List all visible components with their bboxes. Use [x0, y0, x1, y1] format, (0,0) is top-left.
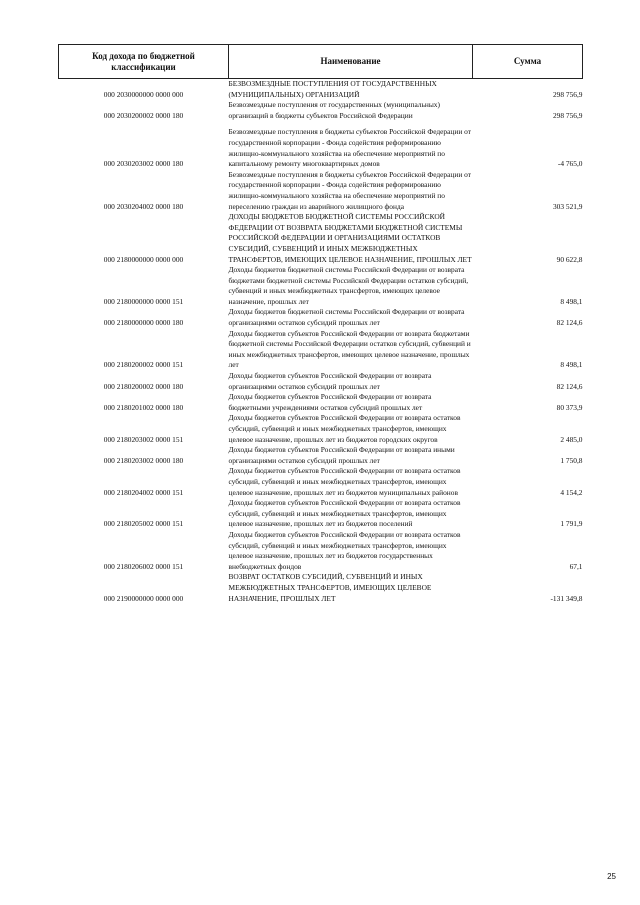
row-code: 000 2030200002 0000 180 — [103, 110, 184, 120]
page-number: 25 — [607, 872, 616, 881]
row-sum: 8 498,1 — [560, 360, 583, 370]
table-row — [59, 530, 583, 572]
row-sum: 90 622,8 — [556, 254, 583, 264]
header-sum: Сумма — [473, 45, 583, 79]
row-code: 000 2180201002 0000 180 — [103, 402, 184, 412]
table-row — [59, 265, 583, 307]
row-name: Доходы бюджетов бюджетной системы Российской Федерации от возврата организациями остатков субсидий прошлых лет — [228, 307, 465, 328]
table-header-row — [59, 45, 583, 79]
table-row — [59, 572, 583, 604]
table-row — [59, 79, 583, 101]
revenue-table — [58, 44, 583, 604]
row-code: 000 2180200002 0000 151 — [103, 360, 184, 370]
table-row — [59, 413, 583, 445]
row-sum: 82 124,6 — [556, 381, 583, 391]
table-row — [59, 127, 583, 169]
row-name: Безвозмездные поступления в бюджеты субъектов Российской Федерации от государственной корпорации - Фонда содействия реформированию жилищно-коммунального хозяйства на обеспечение мероприятий по переселению граждан из аварийного жилищного фонда — [228, 169, 471, 211]
row-name: Доходы бюджетов субъектов Российской Федерации от возврата бюджетами бюджетной системы Российской Федерации остатков субсидий, субвенций и иных межбюджетных трансфертов, имеющих целевое назначение, прошлых лет — [228, 328, 471, 370]
row-sum: 2 485,0 — [560, 434, 583, 444]
row-sum: 4 154,2 — [560, 487, 583, 497]
row-name: Безвозмездные поступления в бюджеты субъектов Российской Федерации от государственной корпорации - Фонда содействия реформированию жилищно-коммунального хозяйства на обеспечение мероприятий по капитальному ремонту многоквартирных домов — [228, 127, 471, 169]
header-name: Наименование — [229, 45, 473, 79]
row-sum: 8 498,1 — [560, 296, 583, 306]
row-name: Доходы бюджетов субъектов Российской Федерации от возврата организациями остатков субсидий прошлых лет — [228, 371, 432, 391]
row-name: Доходы бюджетов субъектов Российской Федерации от возврата остатков субсидий, субвенций и иных межбюджетных трансфертов, имеющих целевое назначение, прошлых лет из бюджетов городских округов — [228, 413, 461, 444]
row-code: 000 2180200002 0000 180 — [103, 381, 184, 391]
row-name: Доходы бюджетов субъектов Российской Федерации от возврата бюджетными учреждениями остатков субсидий прошлых лет — [228, 392, 432, 412]
table-row — [59, 445, 583, 466]
row-code: 000 2180000000 0000 180 — [103, 318, 184, 328]
table-row — [59, 212, 583, 265]
header-code: Код дохода по бюджетной классификации — [59, 45, 229, 79]
table-row — [59, 100, 583, 121]
row-sum: 80 373,9 — [556, 402, 583, 412]
row-code: 000 2180204002 0000 151 — [103, 487, 184, 497]
row-name: Доходы бюджетов субъектов Российской Федерации от возврата остатков субсидий, субвенций и иных межбюджетных трансфертов, имеющих целевое назначение, прошлых лет из бюджетов поселений — [228, 498, 461, 529]
table-row — [59, 170, 583, 212]
row-code: 000 2180205002 0000 151 — [103, 519, 184, 529]
table-row — [59, 466, 583, 498]
table-row — [59, 392, 583, 413]
row-sum: -131 349,8 — [550, 593, 583, 603]
table-row — [59, 371, 583, 392]
row-code: 000 2190000000 0000 000 — [103, 593, 184, 603]
row-code: 000 2030204002 0000 180 — [103, 201, 184, 211]
row-code: 000 2180206002 0000 151 — [103, 561, 184, 571]
row-name: Доходы бюджетов субъектов Российской Федерации от возврата иными организациями остатков субсидий прошлых лет — [228, 445, 455, 465]
table-row — [59, 307, 583, 328]
row-sum: 82 124,6 — [556, 318, 583, 328]
row-sum: 298 756,9 — [552, 110, 583, 120]
row-code: 000 2180000000 0000 000 — [103, 254, 184, 264]
row-code: 000 2030203002 0000 180 — [103, 159, 184, 169]
row-name: Безвозмездные поступления от государственных (муниципальных) организаций в бюджеты субъектов Российской Федерации — [228, 100, 440, 120]
table-row — [59, 329, 583, 371]
row-sum: 1 791,9 — [560, 519, 583, 529]
row-sum: 298 756,9 — [552, 89, 583, 99]
row-name: БЕЗВОЗМЕЗДНЫЕ ПОСТУПЛЕНИЯ ОТ ГОСУДАРСТВЕННЫХ (МУНИЦИПАЛЬНЫХ) ОРГАНИЗАЦИЙ — [228, 79, 437, 99]
row-code: 000 2180000000 0000 151 — [103, 296, 184, 306]
row-sum: 303 521,9 — [552, 201, 583, 211]
row-name: Доходы бюджетов субъектов Российской Федерации от возврата остатков субсидий, субвенций и иных межбюджетных трансфертов, имеющих целевое назначение, прошлых лет из бюджетов муниципальных районов — [228, 466, 461, 497]
row-sum: -4 765,0 — [557, 159, 583, 169]
row-name: ДОХОДЫ БЮДЖЕТОВ БЮДЖЕТНОЙ СИСТЕМЫ РОССИЙСКОЙ ФЕДЕРАЦИИ ОТ ВОЗВРАТА БЮДЖЕТАМИ БЮДЖЕТНОЙ СИСТЕМЫ РОССИЙСКОЙ ФЕДЕРАЦИИ И ОРГАНИЗАЦИЯМИ ОСТАТКОВ СУБСИДИЙ, СУБВЕНЦИЙ И ИНЫХ МЕЖБЮДЖЕТНЫХ ТРАНСФЕРТОВ, ИМЕЮЩИХ ЦЕЛЕВОЕ НАЗНАЧЕНИЕ, ПРОШЛЫХ ЛЕТ — [228, 212, 472, 264]
row-name: Доходы бюджетов субъектов Российской Федерации от возврата остатков субсидий, субвенций и иных межбюджетных трансфертов, имеющих целевое назначение, прошлых лет из бюджетов государственных внебюджетных фондов — [228, 529, 461, 571]
row-sum: 67,1 — [569, 561, 583, 571]
row-code: 000 2180203002 0000 180 — [103, 455, 184, 465]
row-code: 000 2030000000 0000 000 — [103, 89, 184, 99]
table-row — [59, 498, 583, 530]
row-name: Доходы бюджетов бюджетной системы Российской Федерации от возврата бюджетами бюджетной системы Российской Федерации остатков субсидий, субвенций и иных межбюджетных трансфертов, имеющих целевое назначение, прошлых лет — [228, 265, 469, 306]
row-code: 000 2180203002 0000 151 — [103, 434, 184, 444]
row-sum: 1 750,8 — [560, 455, 583, 465]
row-name: ВОЗВРАТ ОСТАТКОВ СУБСИДИЙ, СУБВЕНЦИЙ И ИНЫХ МЕЖБЮДЖЕТНЫХ ТРАНСФЕРТОВ, ИМЕЮЩИХ ЦЕЛЕВОЕ НАЗНАЧЕНИЕ, ПРОШЛЫХ ЛЕТ — [228, 572, 432, 603]
